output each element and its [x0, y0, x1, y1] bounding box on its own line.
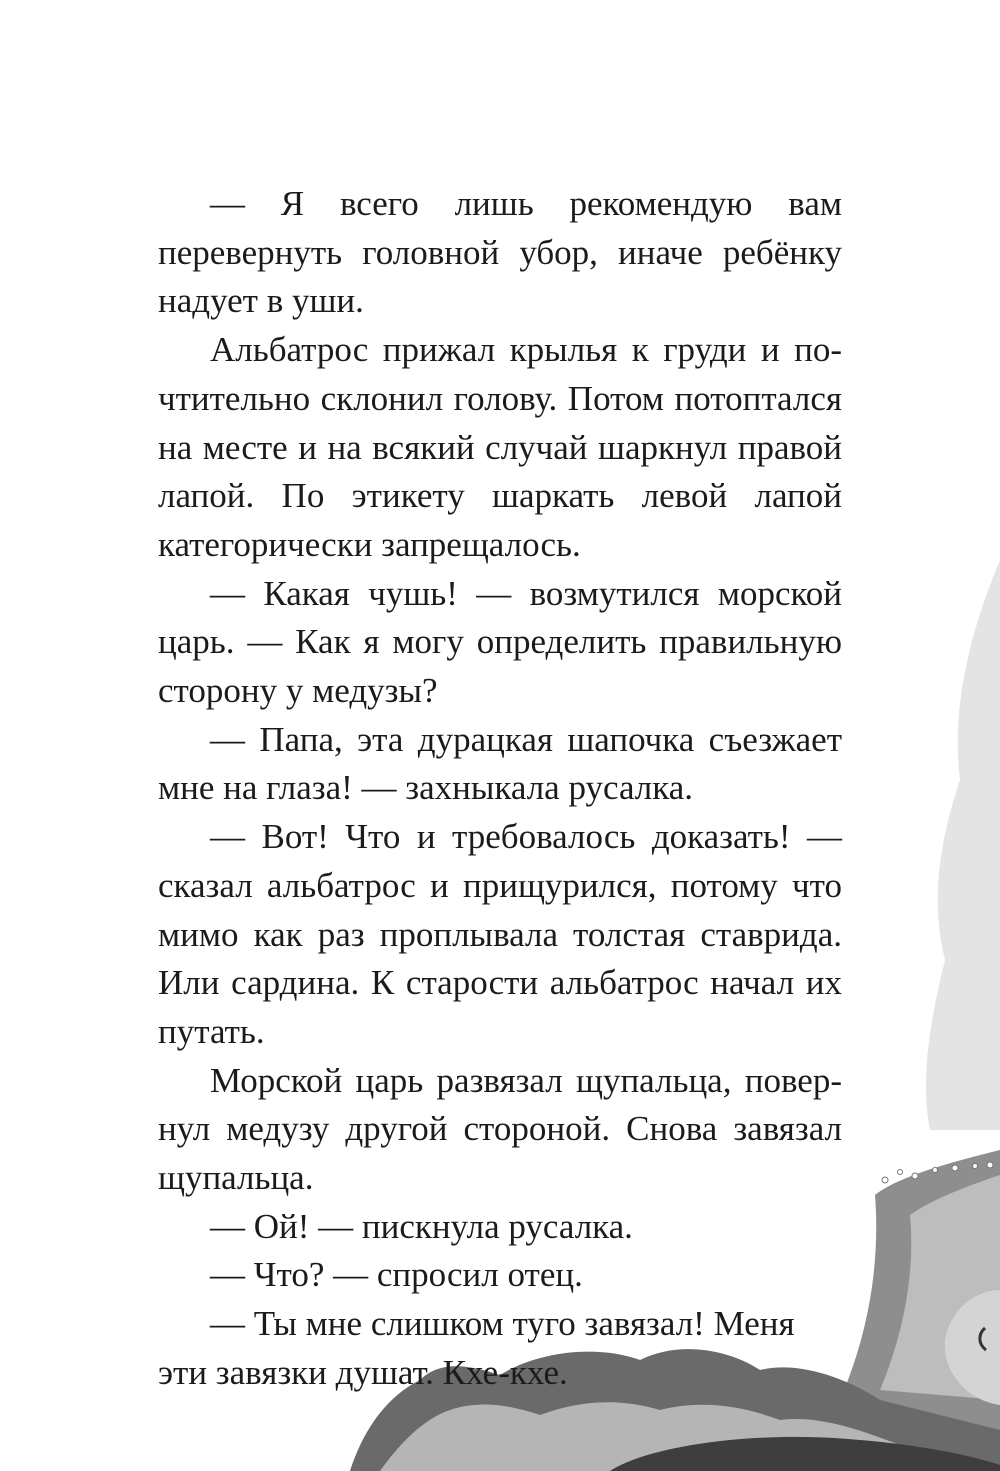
paragraph: Альбатрос прижал крылья к груди и почтительно склонил голову. Потом потоптался на месте и на всякий случай шаркнул правой лапой. По этикету шаркать левой лапой категорически запрещалось.	[158, 330, 842, 564]
paragraph: — Вот! Что и требовалось доказать! — сказал альбатрос и прищурился, потому что мимо как раз проплывала толстая ставрида. Или сардина. К старости альбатрос начал их путать.	[158, 817, 842, 1051]
wave-spray-right	[926, 560, 1000, 1130]
paragraph: Морской царь развязал щупальца, повернул медузу другой стороной. Снова завязал щупальца.	[158, 1060, 842, 1198]
paragraph: — Ты мне слишком туго завязал! Меня эти завязки душат. Кхе-кхе.	[158, 1304, 795, 1392]
paragraph: — Ой! — пискнула русалка.	[210, 1206, 633, 1246]
story-text	[158, 180, 842, 1398]
paragraph: — Что? — спросил отец.	[210, 1255, 583, 1295]
paragraph: — Папа, эта дурацкая шапочка съезжает мне на глаза! — захныкала русалка.	[158, 719, 842, 808]
paragraph: — Какая чушь! — возмутился морской царь. — Как я могу определить правильную сторону у медузы?	[158, 573, 842, 711]
paragraph: — Я всего лишь рекомендую вам перевернуть головной убор, иначе ребёнку надует в уши.	[158, 184, 842, 321]
